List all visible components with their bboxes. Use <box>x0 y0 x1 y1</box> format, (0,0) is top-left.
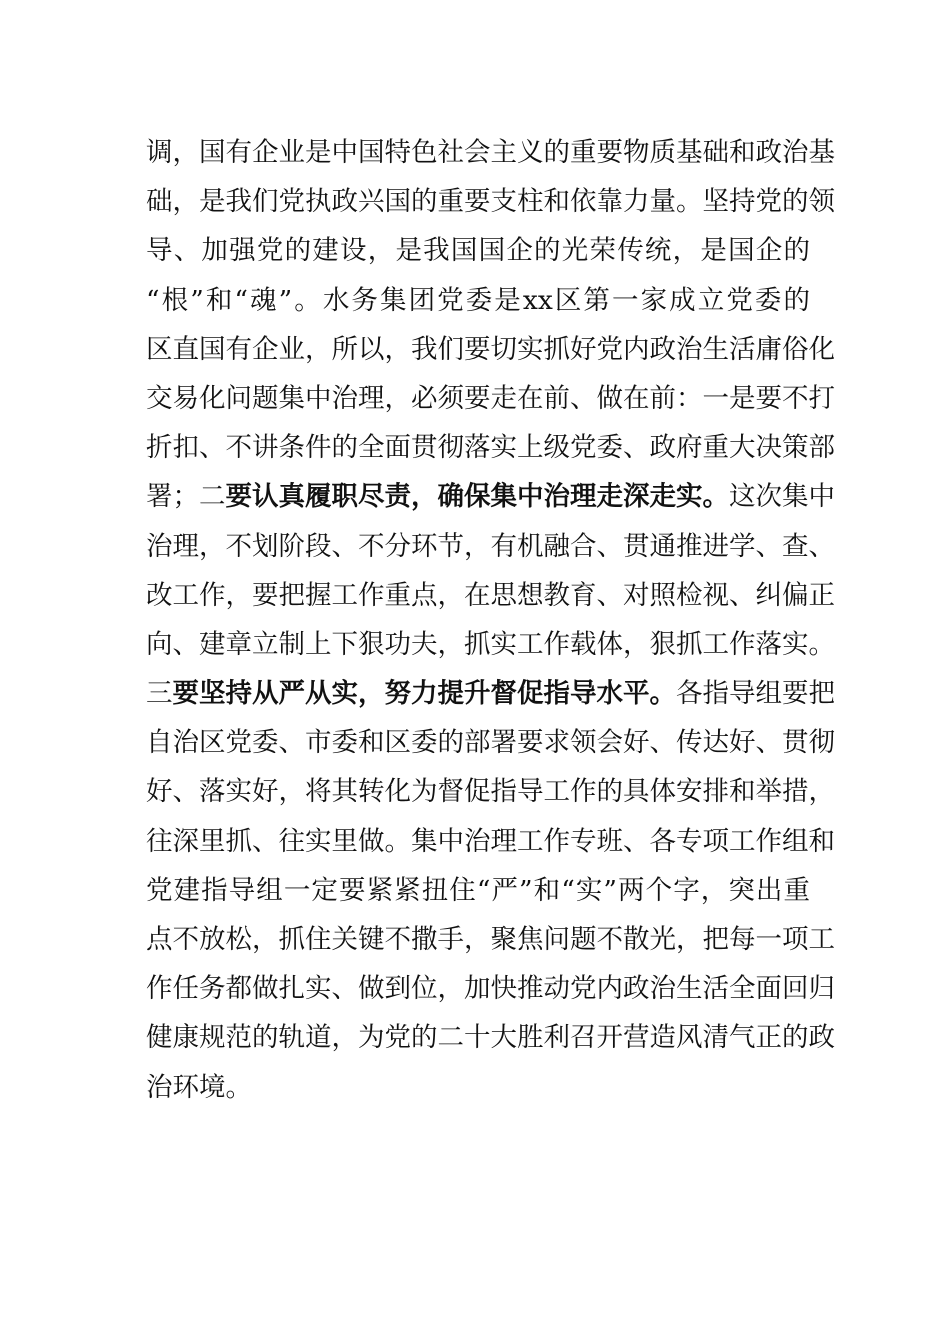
text-line <box>146 276 810 325</box>
bold-text-segment: 要认真履职尽责，确保集中治理走深走实。 <box>225 481 729 513</box>
text-segment: 作任务都做扎实、做到位，加快推动党内政治生活全面回归 <box>146 973 835 1005</box>
text-line <box>146 226 810 275</box>
text-segment: 这次集中 <box>729 481 835 513</box>
bold-text-segment: 要坚持从严从实，努力提升督促指导水平。 <box>172 678 676 710</box>
body-paragraph <box>146 128 835 1112</box>
text-line <box>146 817 835 866</box>
text-segment: 导、加强党的建设，是我国国企的光荣传统，是国企的 <box>146 235 810 267</box>
text-segment: 健康规范的轨道，为党的二十大胜利召开营造风清气正的政 <box>146 1022 835 1054</box>
text-line <box>146 620 835 669</box>
text-segment: 调，国有企业是中国特色社会主义的重要物质基础和政治基 <box>146 137 835 168</box>
text-line <box>146 915 835 964</box>
text-segment: 自治区党委、市委和区委的部署要求领会好、传达好、贯彻 <box>146 727 835 759</box>
text-line <box>146 128 835 177</box>
text-line <box>146 177 835 226</box>
text-line <box>146 767 835 816</box>
text-line <box>146 718 835 767</box>
text-segment: 础，是我们党执政兴国的重要支柱和依靠力量。坚持党的领 <box>146 186 835 218</box>
text-line <box>146 325 835 374</box>
text-segment: 改工作，要把握工作重点，在思想教育、对照检视、纠偏正 <box>146 579 835 611</box>
text-line <box>146 669 835 718</box>
text-line <box>146 423 835 472</box>
text-line <box>146 472 835 521</box>
text-line <box>146 1013 835 1062</box>
text-segment: “根”和“魂”。水务集团党委是xx区第一家成立党委的 <box>146 284 810 316</box>
text-segment: 署；二 <box>146 481 226 513</box>
text-segment: 好、落实好，将其转化为督促指导工作的具体安排和举措， <box>146 776 835 808</box>
text-segment: 向、建章立制上下狠功夫，抓实工作载体，狠抓工作落实。 <box>146 628 835 660</box>
text-segment: 三 <box>146 678 173 710</box>
text-segment: 折扣、不讲条件的全面贯彻落实上级党委、政府重大决策部 <box>146 432 835 464</box>
text-segment: 往深里抓、往实里做。集中治理工作专班、各专项工作组和 <box>146 825 835 857</box>
text-line <box>146 964 835 1013</box>
text-segment: 治环境。 <box>146 1071 252 1103</box>
text-line <box>146 522 835 571</box>
text-line <box>146 374 835 423</box>
text-segment: 交易化问题集中治理，必须要走在前、做在前：一是要不打 <box>146 382 835 414</box>
text-segment: 治理，不划阶段、不分环节，有机融合、贯通推进学、查、 <box>146 530 835 562</box>
text-segment: 各指导组要把 <box>676 678 835 710</box>
text-segment: 点不放松，抓住关键不撒手，聚焦问题不散光，把每一项工 <box>146 924 835 955</box>
text-line <box>146 1063 810 1112</box>
text-segment: 区直国有企业，所以，我们要切实抓好党内政治生活庸俗化 <box>146 333 835 365</box>
text-line <box>146 866 810 915</box>
text-segment: 党建指导组一定要紧紧扭住“严”和“实”两个字，突出重 <box>146 874 810 906</box>
text-line <box>146 571 835 620</box>
